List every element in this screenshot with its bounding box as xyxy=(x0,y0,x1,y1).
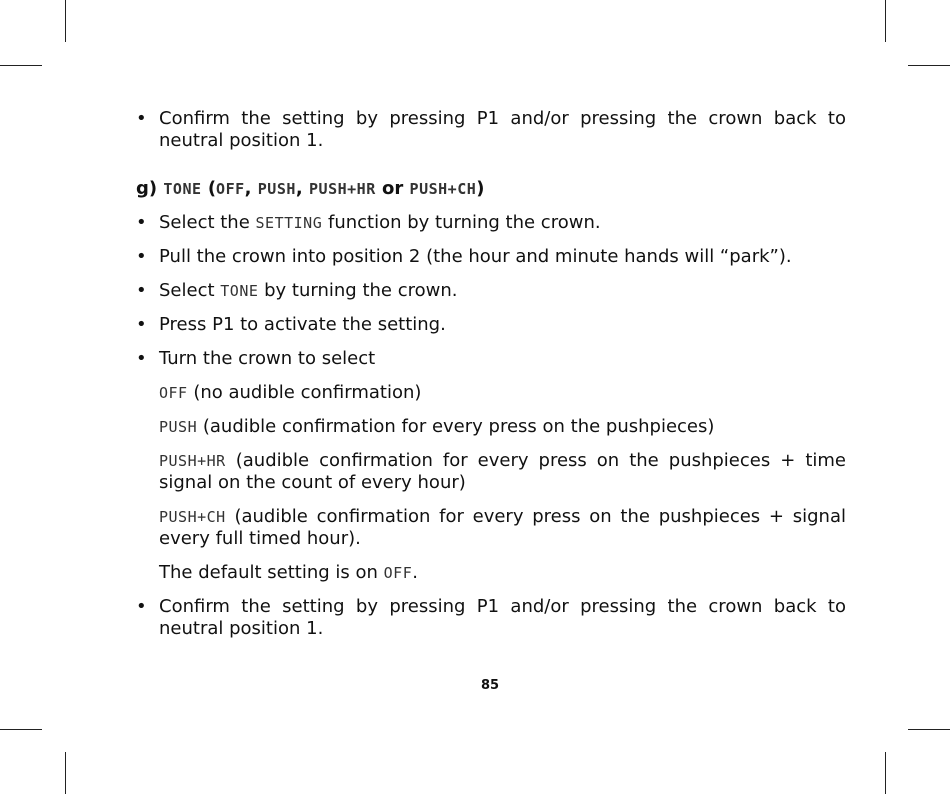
bullet-text: function by turning the crown. xyxy=(327,212,601,233)
crop-mark xyxy=(65,0,66,42)
lcd-setting: SETTING xyxy=(255,214,323,232)
option-push-ch xyxy=(136,506,846,550)
lcd-push-hr: PUSH+HR xyxy=(159,452,226,470)
option-text: (audible confirmation for every press on the pushpieces + signal every full timed hour). xyxy=(159,506,846,549)
bullet-pull-crown xyxy=(136,246,846,268)
section-heading-tone xyxy=(136,178,846,200)
bullet-text: Turn the crown to select xyxy=(159,348,376,369)
bullet-confirm-top xyxy=(136,108,846,152)
bullet-text: Select xyxy=(159,280,215,301)
crop-mark xyxy=(0,65,42,66)
lcd-tone: TONE xyxy=(220,282,259,300)
default-setting-note xyxy=(136,562,846,584)
lcd-push-hr: PUSH+HR xyxy=(309,180,376,198)
lcd-off: OFF xyxy=(383,564,413,582)
bullet-dot: • xyxy=(136,348,147,369)
lcd-push-ch: PUSH+CH xyxy=(159,508,226,526)
bullet-dot: • xyxy=(136,280,147,301)
bullet-turn-crown xyxy=(136,348,846,370)
heading-or: or xyxy=(382,178,404,199)
option-off xyxy=(136,382,846,404)
crop-mark xyxy=(908,729,950,730)
bullet-dot: • xyxy=(136,596,147,617)
lcd-push-ch: PUSH+CH xyxy=(409,180,477,198)
lcd-off: OFF xyxy=(216,180,245,198)
bullet-text-wrap xyxy=(159,212,846,234)
heading-paren-open: ( xyxy=(207,178,217,199)
lcd-off: OFF xyxy=(159,384,188,402)
option-text: (audible confirmation for every press on the pushpieces + time signal on the count of every hour) xyxy=(159,450,846,493)
crop-mark xyxy=(908,65,950,66)
heading-prefix: g) xyxy=(136,178,158,199)
lcd-tone: TONE xyxy=(163,180,202,198)
option-push-hr xyxy=(136,450,846,494)
option-text: (no audible confirmation) xyxy=(193,382,422,403)
bullet-select-setting xyxy=(136,212,846,234)
bullet-select-tone xyxy=(136,280,846,302)
bullet-text-wrap xyxy=(159,280,846,302)
default-text: The default setting is on xyxy=(159,562,378,583)
crop-mark xyxy=(0,729,42,730)
bullet-text: Select the xyxy=(159,212,250,233)
crop-mark xyxy=(885,752,886,794)
bullet-text: Pull the crown into position 2 (the hour and minute hands will “park”). xyxy=(159,246,792,267)
heading-paren-close: ) xyxy=(476,178,485,199)
bullet-dot: • xyxy=(136,212,147,233)
bullet-dot: • xyxy=(136,246,147,267)
bullet-press-p1 xyxy=(136,314,846,336)
bullet-text: Confirm the setting by pressing P1 and/or pressing the crown back to neutral position 1. xyxy=(159,108,846,151)
heading-comma: , xyxy=(244,178,252,199)
bullet-confirm-bottom xyxy=(136,596,846,640)
page-number: 85 xyxy=(480,678,500,693)
bullet-dot: • xyxy=(136,314,147,335)
crop-mark xyxy=(65,752,66,794)
bullet-text: Confirm the setting by pressing P1 and/or pressing the crown back to neutral position 1. xyxy=(159,596,846,639)
lcd-push: PUSH xyxy=(257,180,296,198)
bullet-dot: • xyxy=(136,108,147,129)
default-text-end: . xyxy=(412,562,418,583)
option-push xyxy=(136,416,846,438)
bullet-text: Press P1 to activate the setting. xyxy=(159,314,446,335)
heading-comma: , xyxy=(295,178,303,199)
manual-page-content xyxy=(136,108,846,640)
option-text: (audible confirmation for every press on the pushpieces) xyxy=(202,416,715,437)
crop-mark xyxy=(885,0,886,42)
bullet-text: by turning the crown. xyxy=(264,280,458,301)
lcd-push: PUSH xyxy=(159,418,198,436)
